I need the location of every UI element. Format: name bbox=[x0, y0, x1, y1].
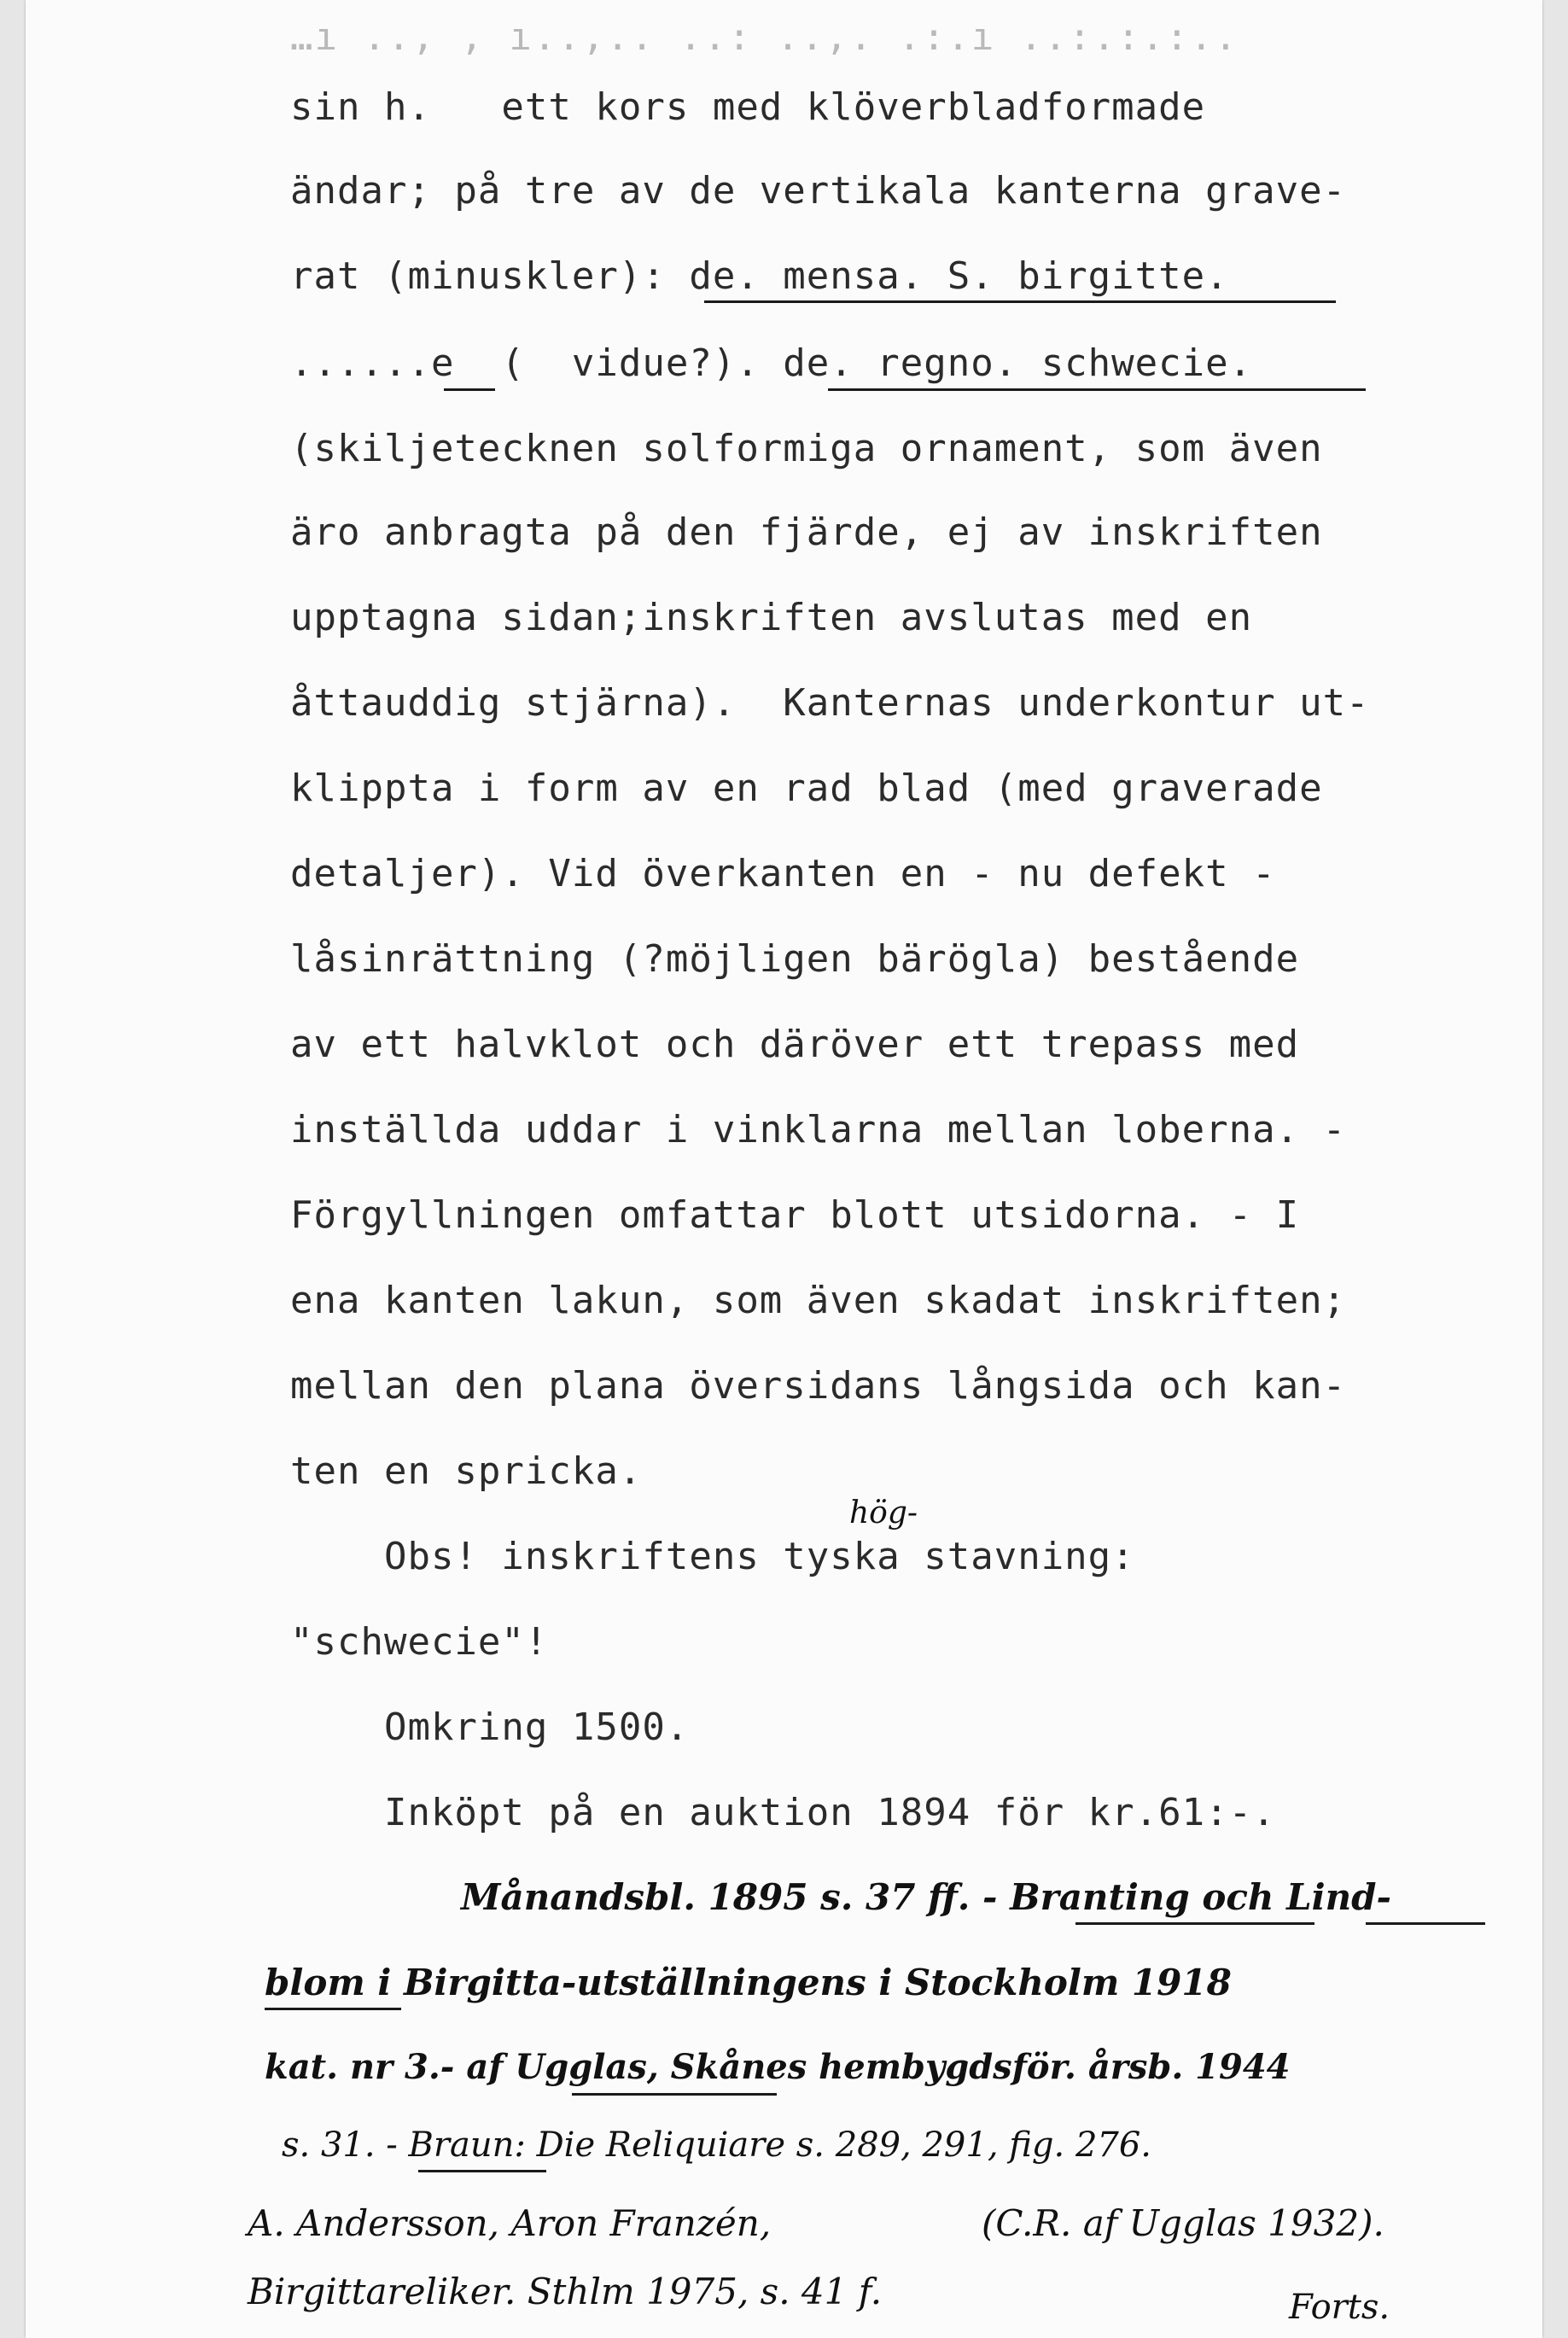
typed-line-2: ändar; på tre av de vertikala kanterna grave- bbox=[290, 169, 1347, 213]
typed-line-1: sin h. ett kors med klöverbladformade bbox=[290, 85, 1206, 129]
typed-line-12: av ett halvklot och däröver ett trepass med bbox=[290, 1023, 1300, 1066]
underline-braun bbox=[418, 2170, 546, 2172]
handwritten-ref-line-1: Månandsbl. 1895 s. 37 ff. - Branting och Lind- bbox=[461, 1876, 1391, 1918]
underline-inscription-2 bbox=[828, 388, 1366, 391]
typed-line-20: Omkring 1500. bbox=[290, 1705, 690, 1749]
handwritten-forts: Forts. bbox=[1289, 2288, 1390, 2327]
underline-inscription-1 bbox=[704, 300, 1336, 303]
typed-line-8: åttauddig stjärna). Kanternas underkontur ut- bbox=[290, 681, 1370, 725]
handwritten-ref-line-4: s. 31. - Braun: Die Reliquiare s. 289, 291, fig. 276. bbox=[282, 2125, 1152, 2165]
bleed-through-text: …ı ..‚ , ı..‚.. ..: ..‚. .:.ı ..:.:.:.. bbox=[290, 15, 1239, 59]
typed-line-21: Inköpt på en auktion 1894 för kr.61:-. bbox=[290, 1791, 1276, 1834]
typed-line-9: klippta i form av en rad blad (med graverade bbox=[290, 767, 1323, 810]
typed-line-19: "schwecie"! bbox=[290, 1620, 549, 1664]
handwritten-insert-hog: hög- bbox=[849, 1496, 918, 1530]
typed-line-4: ......e ( vidue?). de. regno. schwecie. bbox=[290, 341, 1253, 385]
typed-line-11: låsinrättning (?möjligen bärögla) bestående bbox=[290, 937, 1300, 981]
handwritten-ref-line-2: blom i Birgitta-utställningens i Stockholm 1918 bbox=[265, 1962, 1232, 2003]
typed-line-6: äro anbragta på den fjärde, ej av inskriften bbox=[290, 510, 1323, 554]
underline-lind bbox=[1366, 1922, 1485, 1925]
typed-line-13: inställda uddar i vinklarna mellan loberna. - bbox=[290, 1108, 1347, 1152]
typed-line-3: rat (minuskler): de. mensa. S. birgitte. bbox=[290, 254, 1229, 298]
underline-e bbox=[444, 388, 495, 391]
typed-line-5: (skiljetecknen solformiga ornament, som även bbox=[290, 427, 1323, 470]
typed-line-7: upptagna sidan;inskriften avslutas med en bbox=[290, 596, 1253, 639]
typed-line-18: Obs! inskriftens tyska stavning: bbox=[290, 1535, 1135, 1578]
typed-line-17: ten en spricka. bbox=[290, 1449, 643, 1493]
handwritten-ref-line-6: Birgittareliker. Sthlm 1975, s. 41 f. bbox=[248, 2271, 883, 2312]
typed-line-14: Förgyllningen omfattar blott utsidorna. - I bbox=[290, 1193, 1300, 1237]
underline-branting bbox=[1075, 1922, 1314, 1925]
underline-blom bbox=[265, 2008, 401, 2010]
handwritten-ref-line-5a: A. Andersson, Aron Franzén, bbox=[248, 2202, 772, 2244]
typed-line-15: ena kanten lakun, som även skadat inskriften; bbox=[290, 1279, 1347, 1322]
handwritten-ref-line-3: kat. nr 3.- af Ugglas, Skånes hembygdsför. årsb. 1944 bbox=[265, 2047, 1291, 2087]
typed-line-16: mellan den plana översidans långsida och kan- bbox=[290, 1364, 1347, 1408]
underline-af-ugglas bbox=[572, 2093, 777, 2096]
typed-line-10: detaljer). Vid överkanten en - nu defekt - bbox=[290, 852, 1276, 895]
handwritten-ref-line-5b: (C.R. af Ugglas 1932). bbox=[982, 2202, 1384, 2244]
document-page bbox=[26, 0, 1542, 2338]
